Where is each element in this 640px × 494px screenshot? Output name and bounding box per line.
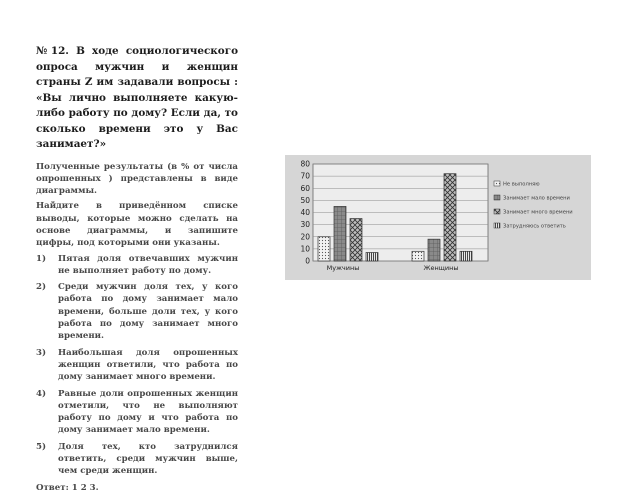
option-text: Пятая доля отвечавших мужчин не выполняет работу по дому. (58, 253, 238, 276)
x-category-label: Женщины (423, 264, 459, 272)
bar (366, 253, 378, 261)
option-item (36, 253, 238, 278)
option-text: Равные доли опрошенных женщин отметили, что не выполняют работу по дому и что работа по дому занимает мало времени. (58, 388, 238, 436)
bar (444, 174, 456, 261)
legend-label: Не выполняю (503, 181, 540, 188)
bar-chart (285, 155, 591, 280)
option-number: 3) (36, 347, 47, 358)
y-tick-label: 40 (300, 208, 310, 217)
option-item (36, 441, 238, 478)
legend-swatch (494, 195, 500, 200)
legend-swatch (494, 209, 500, 214)
bar (334, 206, 346, 261)
options-list (36, 253, 238, 478)
option-item (36, 388, 238, 437)
problem-task: Найдите в приведённом списке выводы, которые можно сделать на основе диаграммы, и запишите цифры, под которыми они указаны. (36, 201, 238, 249)
answer-line: Ответ: 1 2 3. (36, 482, 99, 493)
legend-label: Занимает мало времени (503, 195, 570, 202)
bar (318, 237, 330, 261)
bar (350, 219, 362, 261)
y-tick-label: 30 (300, 220, 310, 230)
y-tick-label: 70 (300, 171, 310, 181)
option-text: Среди мужчин доля тех, у кого работа по дому занимает мало времени, больше доли тех, у кого работа по дому занимает много времени. (58, 282, 238, 342)
y-tick-label: 20 (300, 232, 310, 242)
option-text: Доля тех, кто затруднился ответить, среди мужчин выше, чем среди женщин. (58, 441, 238, 477)
problem-text (36, 44, 238, 494)
option-number: 2) (36, 282, 47, 293)
bar (460, 251, 472, 261)
chart-svg (285, 155, 591, 280)
option-text: Наибольшая доля опрошенных женщин ответили, что работа по дому занимает много времени. (58, 347, 238, 383)
y-tick-label: 0 (305, 256, 310, 266)
y-tick-label: 10 (300, 244, 310, 254)
legend-swatch (494, 181, 500, 186)
bar (428, 239, 440, 261)
option-number: 5) (36, 441, 47, 452)
problem-heading: №12. В ходе социологического опроса мужчин и женщин страны Z им задавали вопросы : «Вы лично выполняете какую-либо работу по дому? Если да, то сколько времени это у Вас занимает?» (36, 45, 238, 150)
y-tick-label: 80 (300, 159, 310, 169)
option-number: 1) (36, 253, 47, 264)
x-category-label: Мужчины (326, 264, 360, 272)
legend-label: Затрудняюсь ответить (503, 223, 566, 230)
problem-intro: Полученные результаты (в % от числа опрошенных ) представлены в виде диаграммы. (36, 161, 238, 197)
bar (412, 251, 424, 261)
y-tick-label: 60 (300, 183, 310, 193)
option-number: 4) (36, 388, 47, 399)
option-item (36, 347, 238, 384)
legend-swatch (494, 223, 500, 228)
y-tick-label: 50 (300, 195, 310, 205)
legend-label: Занимает много времени (503, 209, 573, 216)
option-item (36, 281, 238, 342)
